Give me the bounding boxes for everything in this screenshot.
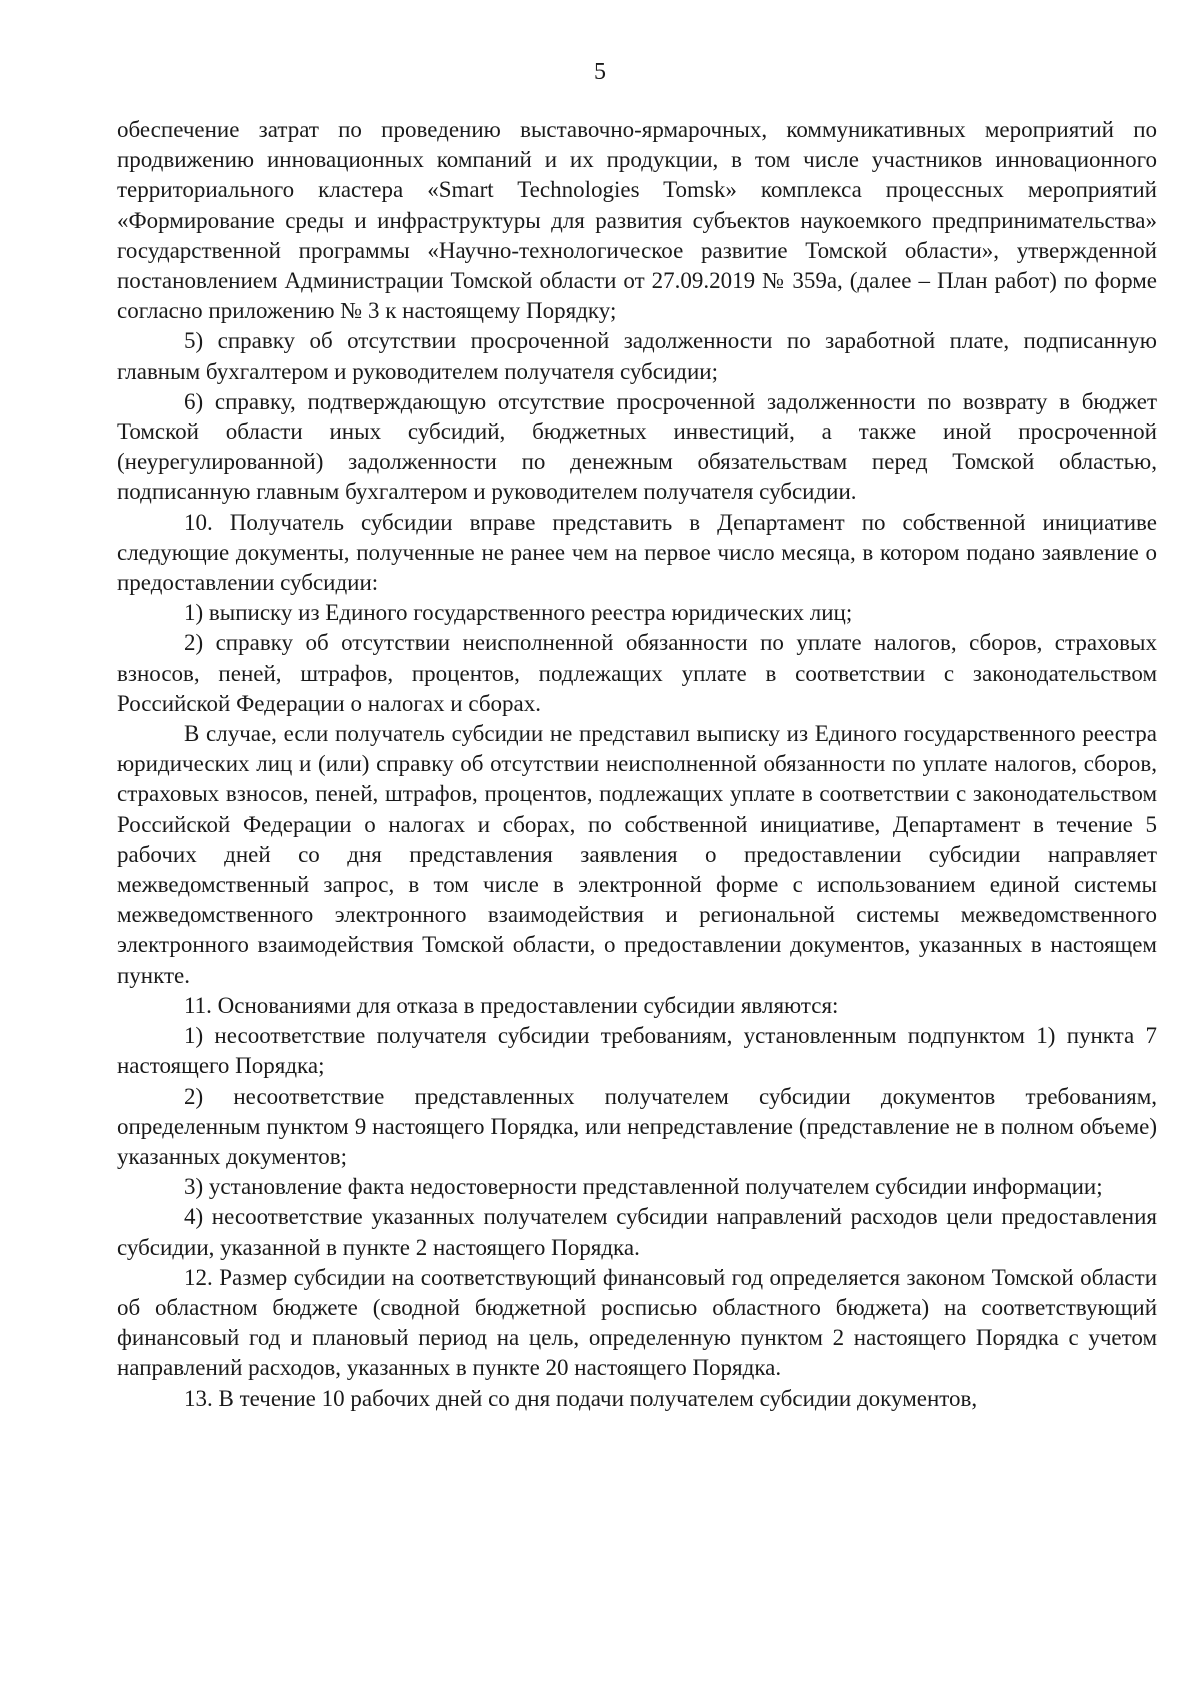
paragraph-clause-10-item-2: 2) справку об отсутствии неисполненной обязанности по уплате налогов, сборов, страховых взносов, пеней, штрафов, процентов, подлежащих уплате в соответствии с законодательством Российской Федерации о налогах и сборах.: [117, 630, 1157, 716]
paragraph-clause-11-item-3: 3) установление факта недостоверности представленной получателем субсидии информации;: [184, 1174, 1103, 1200]
paragraph-clause-10-item-1: 1) выписку из Единого государственного реестра юридических лиц;: [184, 600, 853, 626]
paragraph-clause-13: 13. В течение 10 рабочих дней со дня подачи получателем субсидии документов,: [184, 1385, 978, 1411]
document-body: [117, 115, 1157, 1414]
paragraph-clause-10-note: В случае, если получатель субсидии не представил выписку из Единого государственного реестра юридических лиц и (или) справку об отсутствии неисполненной обязанности по уплате налогов, сборов, страховых взносов, пеней, штрафов, процентов, подлежащих уплате в соответствии с законодательством Российской Федерации о налогах и сборах, по собственной инициативе, Департамент в течение 5 рабочих дней со дня представления заявления о предоставлении субсидии направляет межведомственный запрос, в том числе в электронной форме с использованием единой системы межведомственного электронного взаимодействия и региональной системы межведомственного электронного взаимодействия Томской области, о предоставлении документов, указанных в настоящем пункте.: [117, 721, 1157, 988]
paragraph-clause-11-item-4: 4) несоответствие указанных получателем субсидии направлений расходов цели предоставления субсидии, указанной в пункте 2 настоящего Порядка.: [117, 1204, 1157, 1260]
paragraph-clause-12: 12. Размер субсидии на соответствующий финансовый год определяется законом Томской области об областном бюджете (сводной бюджетной росписью областного бюджета) на соответствующий финансовый год и плановый период на цель, определенную пунктом 2 настоящего Порядка с учетом направлений расходов, указанных в пункте 20 настоящего Порядка.: [117, 1264, 1157, 1381]
paragraph-clause-10: 10. Получатель субсидии вправе представить в Департамент по собственной инициативе следующие документы, полученные не ранее чем на первое число месяца, в котором подано заявление о предоставлении субсидии:: [117, 509, 1157, 596]
paragraph-clause-11-item-2: 2) несоответствие представленных получателем субсидии документов требованиям, определенным пунктом 9 настоящего Порядка, или непредставление (представление не в полном объеме) указанных документов;: [117, 1083, 1157, 1169]
page-number: 5: [594, 59, 606, 85]
paragraph-clause-11-item-1: 1) несоответствие получателя субсидии требованиям, установленным подпунктом 1) пункта 7 настоящего Порядка;: [117, 1023, 1157, 1079]
paragraph-clause-11: 11. Основаниями для отказа в предоставлении субсидии являются:: [184, 992, 839, 1018]
paragraph-continuation: обеспечение затрат по проведению выставочно-ярмарочных, коммуникативных мероприятий по продвижению инновационных компаний и их продукции, в том числе участников инновационного территориального кластера «Smart Technologies Tomsk» комплекса процессных мероприятий «Формирование среды и инфраструктуры для развития субъектов наукоемкого предпринимательства» государственной программы «Научно-технологическое развитие Томской области», утвержденной постановлением Администрации Томской области от 27.09.2019 № 359а, (далее – План работ) по форме согласно приложению № 3 к настоящему Порядку;: [117, 117, 1157, 324]
paragraph-item-5: 5) справку об отсутствии просроченной задолженности по заработной плате, подписанную главным бухгалтером и руководителем получателя субсидии;: [117, 328, 1157, 384]
paragraph-item-6: 6) справку, подтверждающую отсутствие просроченной задолженности по возврату в бюджет Томской области иных субсидий, бюджетных инвестиций, а также иной просроченной (неурегулированной) задолженности по денежным обязательствам перед Томской областью, подписанную главным бухгалтером и руководителем получателя субсидии.: [117, 388, 1157, 505]
